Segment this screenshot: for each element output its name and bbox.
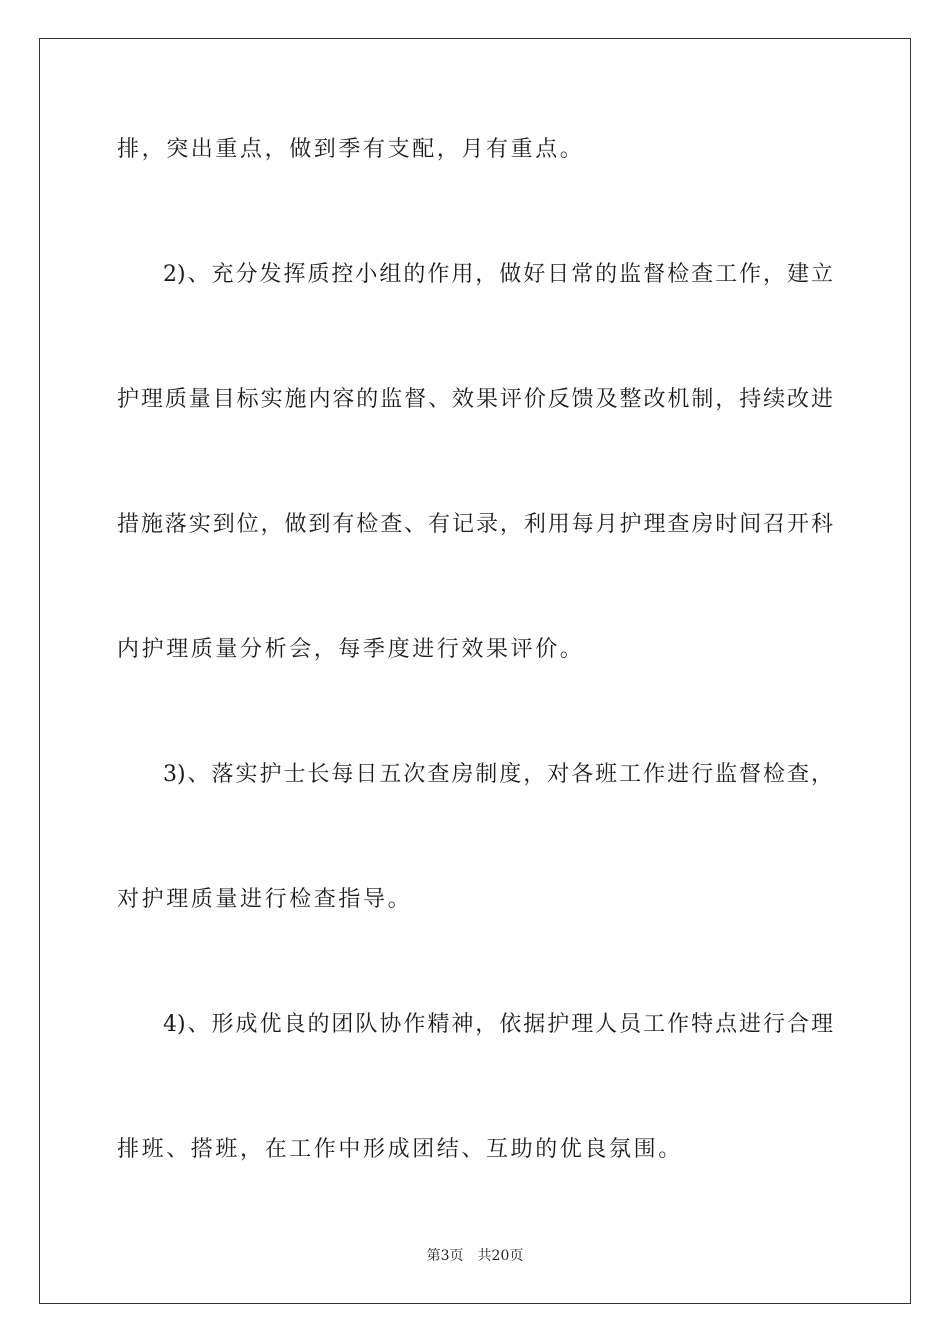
paragraph-line: 2)、充分发挥质控小组的作用，做好日常的监督检查工作，建立 — [163, 262, 833, 287]
page-number: 第3页 — [426, 1248, 464, 1264]
page-total: 共20页 — [477, 1248, 524, 1264]
paragraph-line: 措施落实到位，做到有检查、有记录，利用每月护理查房时间召开科 — [117, 512, 833, 537]
page-footer — [0, 1247, 950, 1265]
paragraph-line: 4)、形成优良的团队协作精神，依据护理人员工作特点进行合理 — [163, 1012, 833, 1037]
page-border — [39, 38, 911, 1304]
paragraph-line: 排班、搭班，在工作中形成团结、互助的优良氛围。 — [117, 1137, 683, 1162]
paragraph-line: 对护理质量进行检查指导。 — [117, 887, 413, 912]
paragraph-line: 护理质量目标实施内容的监督、效果评价反馈及整改机制，持续改进 — [117, 387, 833, 412]
paragraph-line: 排，突出重点，做到季有支配，月有重点。 — [117, 137, 585, 162]
paragraph-line: 内护理质量分析会，每季度进行效果评价。 — [117, 637, 585, 662]
paragraph-line: 3)、落实护士长每日五次查房制度，对各班工作进行监督检查， — [163, 762, 833, 787]
